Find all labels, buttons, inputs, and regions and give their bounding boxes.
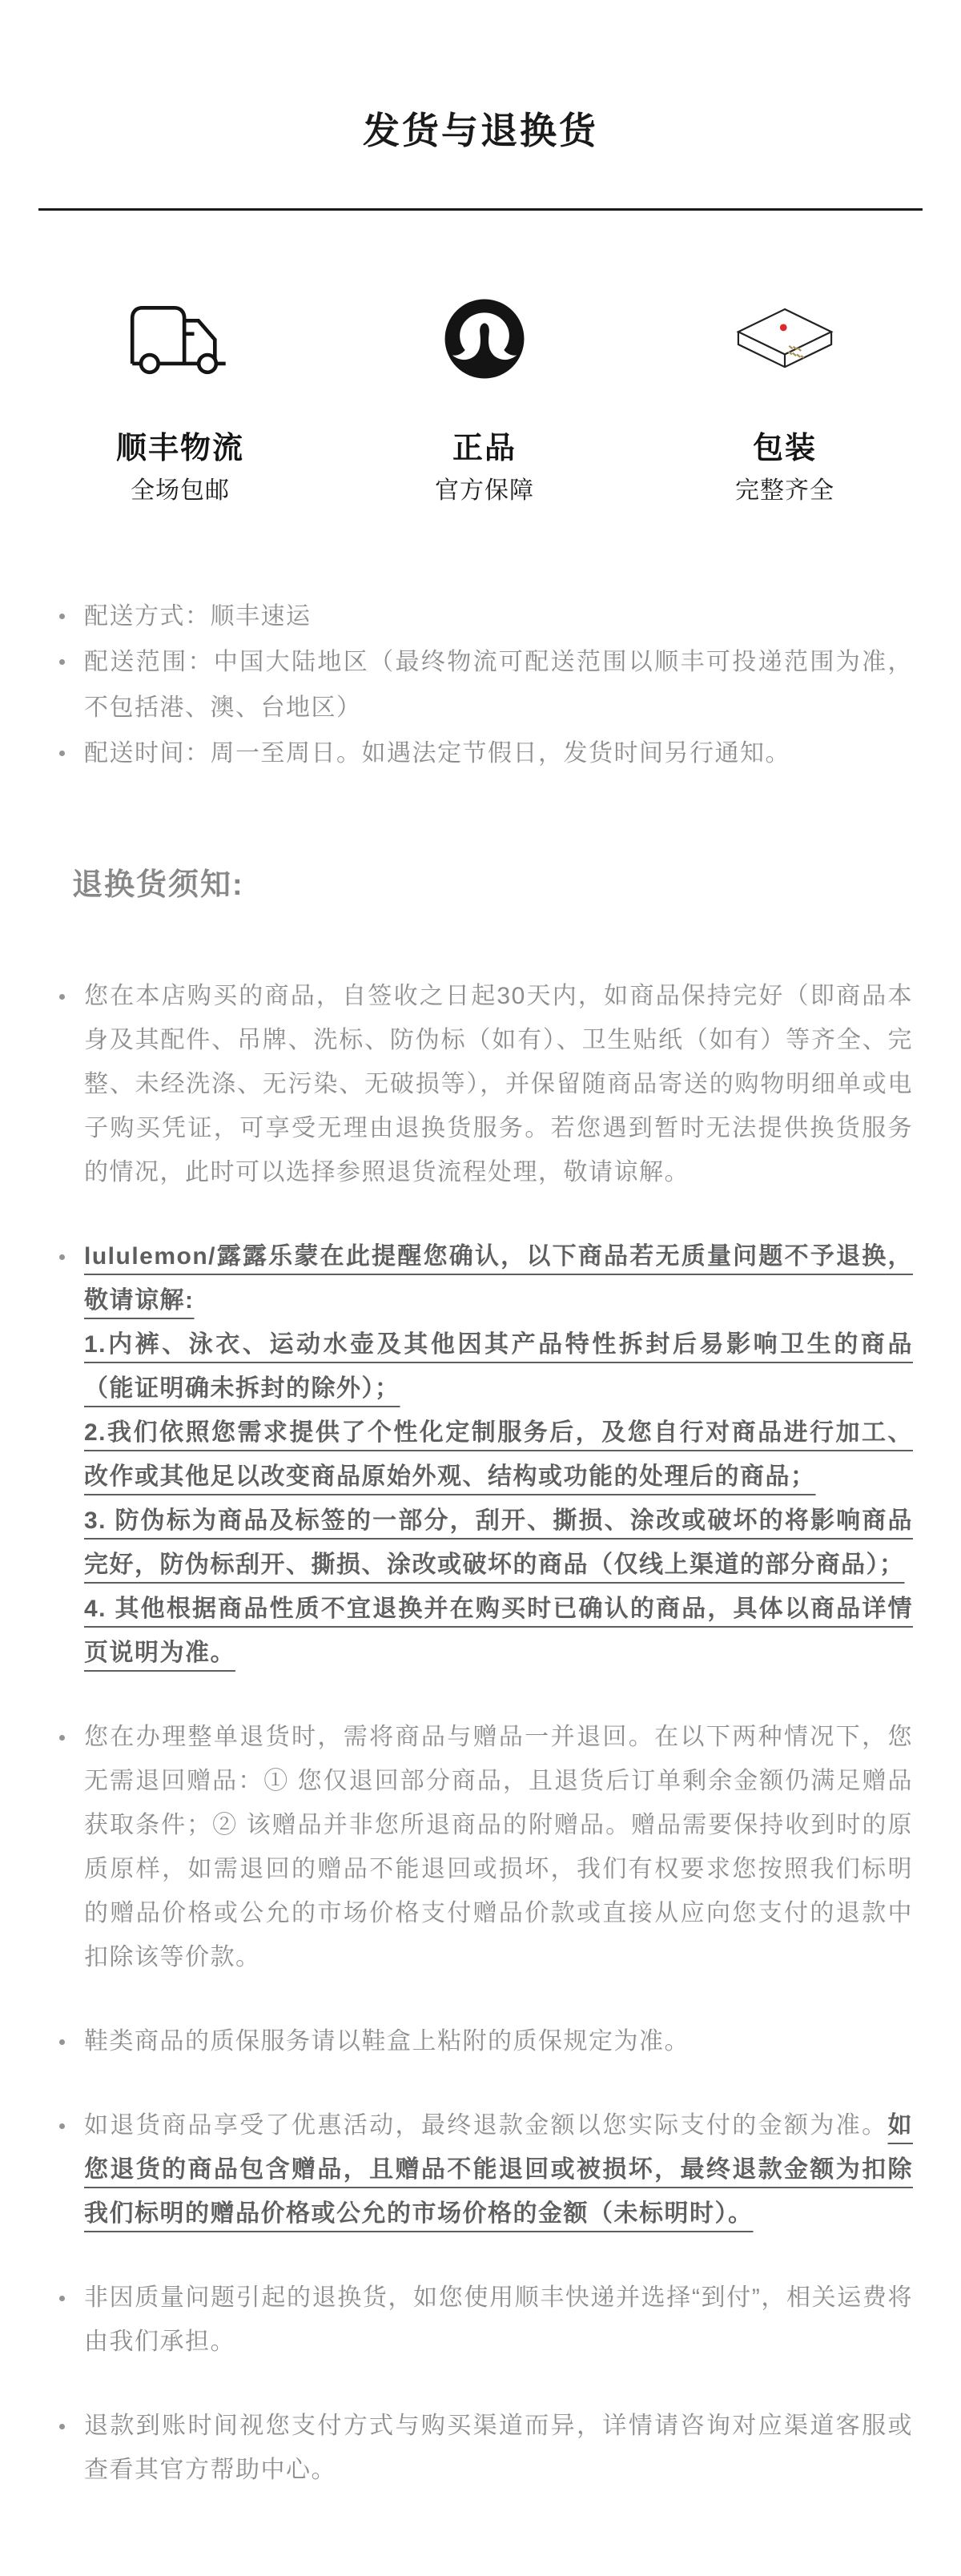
notice-refund-amount	[84, 2103, 913, 2236]
package-box-icon	[724, 304, 846, 374]
notice-text-highlighted: 如您退货的商品包含赠品，且赠品不能退回或被损坏，最终退款金额为扣除我们标明的赠品价格或公允的市场价格的金额（未标明时）。	[84, 2112, 913, 2227]
notice-text: 您在办理整单退货时，需将商品与赠品一并退回。在以下两种情况下，您无需退回赠品：① 您仅退回部分商品，且退货后订单剩余金额仍满足赠品获取条件；② 该赠品并非您所退商品的附赠品。赠品需要保持收到时的原质原样，如需退回的赠品不能退回或损坏，我们有权要求您按照我们标明的赠品价格或公允的市场价格支付赠品价款或直接从应向您支付的退款中扣除该等价款。	[84, 1724, 913, 1970]
delivery-area-item: 配送范围：中国大陆地区（最终物流可配送范围以顺丰可投递范围为准，不包括港、澳、台地区）	[84, 639, 913, 731]
notice-rule-2: 2.我们依照您需求提供了个性化定制服务后，及您自行对商品进行加工、改作或其他足以改变商品原始外观、结构或功能的处理后的商品；	[84, 1419, 913, 1490]
notice-non-returnable-goods	[84, 1234, 913, 1675]
feature-packaging	[609, 292, 961, 505]
lululemon-logo-icon	[440, 294, 529, 384]
return-notices-list	[84, 974, 913, 2492]
notice-shipping-fee	[84, 2276, 913, 2364]
page-title: 发货与退换货	[363, 110, 598, 151]
notice-30day-return	[84, 974, 913, 1194]
notice-gift-return	[84, 1715, 913, 1979]
divider-line	[38, 208, 923, 211]
feature-authentic	[360, 292, 609, 505]
feature-subtitle-shipping: 全场包邮	[131, 477, 230, 504]
delivery-time-item: 配送时间：周一至周日。如遇法定节假日，发货时间另行通知。	[84, 731, 913, 776]
notice-text: 鞋类商品的质保服务请以鞋盒上粘附的质保规定为准。	[84, 2028, 690, 2055]
feature-subtitle-authentic: 官方保障	[435, 477, 534, 504]
notice-text: 非因质量问题引起的退换货，如您使用顺丰快递并选择“到付”，相关运费将由我们承担。	[84, 2284, 913, 2355]
notice-rule-3: 3. 防伪标为商品及标签的一部分，刮开、撕损、涂改或破坏的将影响商品完好，防伪标刮开、撕损、涂改或破坏的商品（仅线上渠道的部分商品）；	[84, 1507, 913, 1578]
notice-rule-1: 1.内裤、泳衣、运动水壶及其他因其产品特性拆封后易影响卫生的商品（能证明确未拆封的除外）；	[84, 1331, 913, 1402]
notice-text: 退款到账时间视您支付方式与购买渠道而异，详情请咨询对应渠道客服或查看其官方帮助中心。	[84, 2413, 913, 2483]
notice-text-highlighted: lululemon/露露乐蒙在此提醒您确认，以下商品若无质量问题不予退换，敬请谅解:	[84, 1243, 913, 1314]
notice-refund-time	[84, 2404, 913, 2492]
delivery-method-item: 配送方式：顺丰速运	[84, 594, 913, 639]
notice-shoe-warranty	[84, 2019, 913, 2063]
box-red-dot	[780, 324, 787, 332]
feature-title-authentic: 正品	[452, 432, 517, 465]
feature-title-packaging: 包装	[752, 432, 817, 465]
returns-section-header: 退换货须知:	[72, 868, 244, 902]
feature-subtitle-packaging: 完整齐全	[735, 477, 834, 504]
notice-text: 如退货商品享受了优惠活动，最终退款金额以您实际支付的金额为准。	[84, 2112, 888, 2139]
feature-title-shipping: 顺丰物流	[115, 432, 244, 465]
guarantee-features-row	[0, 292, 961, 505]
notice-rule-4: 4. 其他根据商品性质不宜退换并在购买时已确认的商品，具体以商品详情页说明为准。	[84, 1596, 913, 1666]
notice-text: 您在本店购买的商品，自签收之日起30天内，如商品保持完好（即商品本身及其配件、吊牌、洗标、防伪标（如有）、卫生贴纸（如有）等齐全、完整、未经洗涤、无污染、无破损等），并保留随商品寄送的购物明细单或电子购买凭证，可享受无理由退换货服务。若您遇到暂时无法提供换货服务的情况，此时可以选择参照退货流程处理，敬请谅解。	[84, 983, 913, 1185]
feature-shipping	[0, 292, 360, 505]
delivery-info-list	[84, 594, 913, 776]
truck-icon	[127, 300, 233, 377]
